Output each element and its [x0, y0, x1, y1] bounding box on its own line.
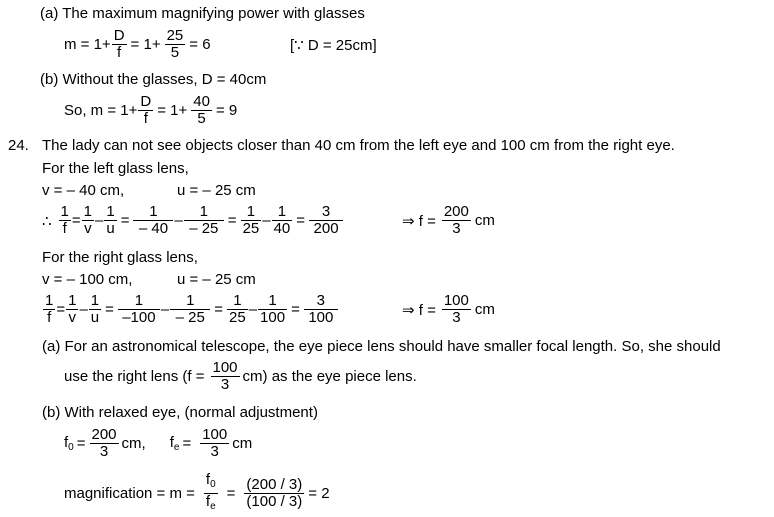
unit: cm	[474, 301, 495, 318]
part-b-equation	[64, 94, 240, 127]
fraction: $\frac{100}{3}$	[212, 359, 238, 393]
fraction: $\frac{1}{u}$	[90, 292, 100, 326]
eq-text: ⇒ f =	[402, 212, 436, 230]
part-a-equation	[64, 28, 214, 61]
fraction: $\frac{1}{25}$	[229, 292, 246, 326]
right-lens-result	[402, 293, 495, 326]
q24-part-a-line2	[64, 360, 417, 393]
fraction: $\frac{1}{- 25}$	[170, 293, 210, 326]
eq-text: =	[182, 435, 192, 452]
left-lens-u: u = – 25 cm	[177, 182, 256, 199]
eq-text: ⇒ f =	[402, 301, 436, 319]
fraction: $\frac{D}{f}$	[140, 93, 152, 127]
question-statement: The lady can not see objects closer than 40 cm from the left eye and 100 cm from the right eye.	[42, 137, 675, 154]
q24-part-b-heading: (b) With relaxed eye, (normal adjustment)	[42, 404, 318, 421]
magnification-equation	[64, 472, 333, 515]
fraction: $\frac{1}{v}$	[83, 203, 92, 237]
eq-text: use the right lens (f =	[64, 368, 205, 385]
eq-text: = 1+	[130, 36, 161, 53]
eq-text: cm) as the eye piece lens.	[242, 368, 417, 385]
unit: cm	[232, 435, 253, 452]
right-lens-equation: $\frac{1}{f}$ = $\frac{1}{v}$ – $\frac{1}{u}$ = $\frac{1}{-100}$ – $\frac{1}{- 25}$ = $\frac{1}{25}$ – $\frac{1}{100}$ = $\frac{3}{100}$	[42, 293, 339, 326]
unit: cm,	[121, 435, 146, 452]
fraction: $\frac{1}{100}$	[260, 292, 286, 326]
fraction: $\frac{f_0}{f_e}$	[205, 471, 216, 512]
eq-text: =	[226, 485, 236, 502]
unit: cm	[474, 212, 495, 229]
right-lens-heading: For the right glass lens,	[42, 249, 198, 266]
fraction: $\frac{1}{40}$	[273, 203, 291, 237]
left-lens-v: v = – 40 cm,	[42, 182, 125, 199]
eq-result: = 9	[215, 102, 238, 119]
eq-result: = 2	[308, 485, 330, 502]
fraction: $\frac{200}{3}$	[91, 426, 117, 460]
part-a-note: [∵ D = 25cm]	[290, 37, 377, 54]
fraction: $\frac{200}{3}$	[443, 203, 469, 237]
fraction: $\frac{1}{f}$	[60, 203, 69, 237]
fraction: $\frac{1}{v}$	[68, 292, 77, 326]
eq-text: = 1+	[157, 102, 188, 119]
fraction: $\frac{1}{- 25}$	[184, 204, 224, 237]
eq-text: m = 1+	[64, 36, 111, 53]
fraction: $\frac{100}{3}$	[443, 292, 469, 326]
fraction: $\frac{1}{25}$	[242, 203, 260, 237]
right-lens-u: u = – 25 cm	[177, 271, 256, 288]
eq-text: magnification = m =	[64, 485, 195, 502]
fraction: $\frac{1}{- 40}$	[133, 204, 173, 237]
fraction: $\frac{3}{200}$	[309, 204, 343, 237]
fraction: $\frac{1}{-100}$	[118, 293, 160, 326]
part-a-heading: (a) The maximum magnifying power with glasses	[40, 5, 365, 22]
f0-label: $f_0$	[64, 434, 74, 453]
fraction: $\frac{25}{5}$	[166, 27, 184, 61]
part-b-heading: (b) Without the glasses, D = 40cm	[40, 71, 267, 88]
fraction: $\frac{(200 / 3)}{(100 / 3)}$	[246, 476, 303, 510]
therefore-symbol: ∴	[42, 212, 52, 230]
left-lens-heading: For the left glass lens,	[42, 160, 189, 177]
left-lens-result	[402, 204, 495, 237]
fe-label: $f_e$	[169, 434, 180, 453]
eq-result: = 6	[189, 36, 211, 53]
left-lens-equation: ∴ $\frac{1}{f}$ = $\frac{1}{v}$ – $\frac{1}{u}$ = $\frac{1}{- 40}$ – $\frac{1}{- 25}$ = $\frac{1}{25}$ – $\frac{1}{40}$ = $\frac{3}{200}$	[42, 204, 344, 237]
eq-text: =	[76, 435, 86, 452]
fraction: $\frac{100}{3}$	[202, 426, 228, 460]
fraction: $\frac{1}{f}$	[45, 292, 54, 326]
fraction: $\frac{3}{100}$	[304, 293, 338, 326]
q24-part-a-line1: (a) For an astronomical telescope, the eye piece lens should have smaller focal length. So, she should	[42, 338, 721, 355]
right-lens-v: v = – 100 cm,	[42, 271, 133, 288]
question-number: 24.	[8, 137, 29, 154]
eq-text: So, m = 1+	[64, 102, 138, 119]
fraction: $\frac{D}{f}$	[113, 27, 125, 61]
focal-lengths	[64, 427, 252, 460]
fraction: $\frac{40}{5}$	[193, 93, 210, 127]
fraction: $\frac{1}{u}$	[106, 203, 115, 237]
